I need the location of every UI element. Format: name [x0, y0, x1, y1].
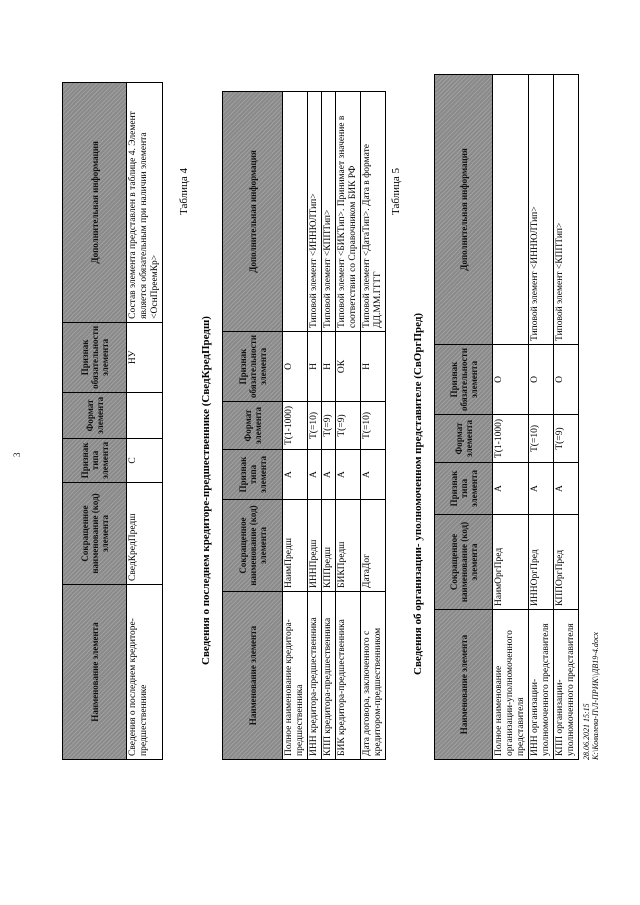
column-header: Дополнительная информация: [435, 74, 493, 344]
table-cell: Т(1-1000): [283, 402, 308, 450]
column-header: Дополнительная информация: [63, 82, 127, 322]
table-cell: ДатаДог: [361, 500, 386, 592]
table-header-row: [223, 91, 283, 759]
table-cell: [127, 392, 163, 438]
column-header: Наименование элемента: [435, 610, 493, 760]
table-cell: А: [361, 450, 386, 500]
table-cell: А: [554, 463, 579, 515]
column-header: Формат элемента: [63, 392, 127, 438]
table-cell: ОК: [336, 331, 361, 401]
column-header: Признак типа элемента: [223, 450, 283, 500]
column-header: Признак обязательности элемента: [63, 322, 127, 392]
table-cell: НаимПредш: [283, 500, 308, 592]
table-cell: [493, 74, 529, 344]
table-row: [336, 91, 361, 759]
table-cell: КПП организации-уполномоченного представителя: [554, 610, 579, 760]
table5-title: Сведения об организации- уполномоченном представителе (СвОргПред): [412, 312, 424, 675]
table-cell: Типовой элемент <ИННЮЛТип>: [529, 74, 554, 344]
table-cell: Типовой элемент <ДатаТип>. Дата в формате ДД.ММ.ГГГГ: [361, 91, 386, 331]
table-cell: О: [283, 331, 308, 401]
column-header: Формат элемента: [223, 402, 283, 450]
table-header-row: [435, 74, 493, 759]
table-cell: А: [493, 463, 529, 515]
table-cell: А: [308, 450, 322, 500]
table-cell: Т(=10): [529, 415, 554, 463]
table-cell: ИНН кредитора-предшественника: [308, 592, 322, 760]
table-cell: А: [529, 463, 554, 515]
table-row: [308, 91, 322, 759]
table-cell: СведКредПредш: [127, 483, 163, 585]
table4: [222, 91, 386, 760]
column-header: Признак типа элемента: [435, 463, 493, 515]
table-cell: КППредш: [322, 500, 336, 592]
table-cell: ИННПредш: [308, 500, 322, 592]
table-row: [127, 82, 163, 759]
table-cell: С: [127, 438, 163, 482]
table-cell: ИНН организации-уполномоченного представителя: [529, 610, 554, 760]
table-cell: Полное наименование кредитора-предшественника: [283, 592, 308, 760]
table-cell: Дата договора, заключенного с кредитором-предшественником: [361, 592, 386, 760]
column-header: Признак обязательности элемента: [223, 331, 283, 401]
table5-table: [434, 74, 579, 760]
table-cell: О: [554, 344, 579, 414]
table5: [434, 74, 579, 760]
footer-date: 28.06.2021 15:15: [582, 703, 591, 760]
table3-tail: [62, 82, 163, 760]
column-header: Сокращенное наименование (код) элемента: [63, 483, 127, 585]
page-number: 3: [12, 452, 22, 457]
column-header: Формат элемента: [435, 415, 493, 463]
table-row: [283, 91, 308, 759]
table-row: [493, 74, 529, 759]
table-cell: Типовой элемент <КППТип>: [322, 91, 336, 331]
footer-path: К:\Ковалева-П\Л-ПРИК\\ДВ19-4.docx: [591, 632, 600, 760]
table-cell: Сведения о последнем кредиторе-предшественнике: [127, 585, 163, 760]
footer: [582, 632, 600, 760]
column-header: Признак типа элемента: [63, 438, 127, 482]
table-cell: Типовой элемент <ИННЮЛТип>: [308, 91, 322, 331]
table-cell: Т(1-1000): [493, 415, 529, 463]
table-cell: Т(=9): [322, 402, 336, 450]
table-cell: А: [322, 450, 336, 500]
column-header: Сокращенное наименование (код) элемента: [435, 515, 493, 610]
table-cell: А: [283, 450, 308, 500]
column-header: Признак обязательности элемента: [435, 344, 493, 414]
table-cell: Типовой элемент <БИКТип>. Принимает значение в соответствии со Справочником БИК РФ: [336, 91, 361, 331]
table3-tail-table: [62, 82, 163, 760]
column-header: Наименование элемента: [63, 585, 127, 760]
table-header-row: [63, 82, 127, 759]
table-cell: ИННОргПред: [529, 515, 554, 610]
table-cell: Н: [308, 331, 322, 401]
table4-label: Таблица 4: [178, 167, 190, 215]
table-row: [322, 91, 336, 759]
table-row: [361, 91, 386, 759]
table-cell: Н: [361, 331, 386, 401]
column-header: Дополнительная информация: [223, 91, 283, 331]
table-cell: Т(=9): [554, 415, 579, 463]
table-cell: Т(=10): [361, 402, 386, 450]
table-cell: Полное наименование организации-уполномоченного представителя: [493, 610, 529, 760]
table-cell: Т(=9): [336, 402, 361, 450]
table-cell: [283, 91, 308, 331]
table5-label: Таблица 5: [390, 167, 402, 215]
table4-table: [222, 91, 386, 760]
table-cell: Н: [322, 331, 336, 401]
table-cell: НУ: [127, 322, 163, 392]
table-cell: О: [493, 344, 529, 414]
table-cell: А: [336, 450, 361, 500]
table-cell: КПП кредитора-предшественника: [322, 592, 336, 760]
table-row: [554, 74, 579, 759]
table-cell: Состав элемента представлен в таблице 4. Элемент является обязательным при наличии элемента <ОснПреемКр>: [127, 82, 163, 322]
table4-title: Сведения о последнем кредиторе-предшественнике (СведКредПредш): [200, 316, 212, 665]
table-cell: КППОргПред: [554, 515, 579, 610]
table-cell: О: [529, 344, 554, 414]
table-cell: БИК кредитора-предшественника: [336, 592, 361, 760]
table-cell: Т(=10): [308, 402, 322, 450]
table-cell: НаимОргПред: [493, 515, 529, 610]
column-header: Сокращенное наименование (код) элемента: [223, 500, 283, 592]
table-cell: Типовой элемент <КППТип>: [554, 74, 579, 344]
column-header: Наименование элемента: [223, 592, 283, 760]
table-cell: БИКПредш: [336, 500, 361, 592]
table-row: [529, 74, 554, 759]
